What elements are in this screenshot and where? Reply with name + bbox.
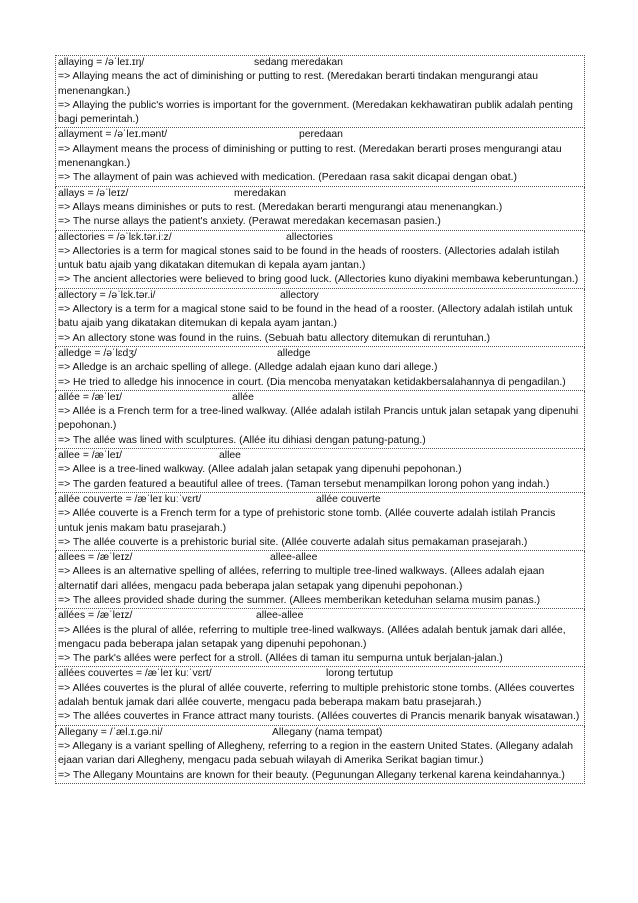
entry-definition: => Allectory is a term for a magical stone said to be found in the head of a rooster. (Allectory adalah istilah untuk batu ajaib yang dikatakan ditemukan di kepala ayam jantan.) bbox=[58, 304, 573, 330]
entry-translation: allectory bbox=[280, 289, 319, 301]
entry-translation: allee bbox=[219, 450, 241, 462]
entry-term: allee = /æˈleɪ/ bbox=[58, 450, 123, 462]
entry-header bbox=[58, 667, 582, 681]
dictionary-page bbox=[55, 55, 585, 784]
entry-example: => Allaying the public's worries is important for the government. (Meredakan kekhawatiran publik adalah penting bagi pemerintah.) bbox=[58, 99, 573, 126]
entry-translation: allee-allee bbox=[270, 552, 318, 564]
entry-term: allays = /əˈleɪz/ bbox=[58, 187, 129, 199]
entry-example: => The ancient allectories were believed to bring good luck. (Allectories kuno diyakini membawa keberuntungan.) bbox=[58, 274, 579, 286]
entry-example: => The allees provided shade during the summer. (Allees memberikan keteduhan selama musim panas.) bbox=[58, 594, 541, 606]
entry-translation: peredaan bbox=[299, 129, 343, 141]
entry-definition: => Allaying means the act of diminishing or putting to rest. (Meredakan berarti tindakan mengurangi atau menenangkan.) bbox=[58, 71, 538, 97]
entry-example: => The allées couvertes in France attract many tourists. (Allées couvertes di Prancis menarik banyak wisatawan.) bbox=[58, 711, 580, 723]
entry-header bbox=[58, 56, 582, 70]
entry-definition: => Allée is a French term for a tree-lined walkway. (Allée adalah istilah Prancis untuk jalan setapak yang dipenuhi pepohonan.) bbox=[58, 406, 579, 432]
entry-term: allees = /æˈleɪz/ bbox=[58, 552, 133, 564]
entry-example: => The garden featured a beautiful allee of trees. (Taman tersebut menampilkan lorong pohon yang indah.) bbox=[58, 478, 550, 490]
entry-header bbox=[58, 231, 582, 245]
entry-example: => The allayment of pain was achieved with medication. (Peredaan rasa sakit dicapai dengan obat.) bbox=[58, 172, 518, 184]
entry-translation: allectories bbox=[286, 231, 333, 243]
entry-definition: => Allee is a tree-lined walkway. (Allee adalah jalan setapak yang dipenuhi pepohonan.) bbox=[58, 464, 462, 476]
entry-header bbox=[58, 726, 582, 740]
dictionary-entry bbox=[55, 391, 585, 449]
dictionary-entry bbox=[55, 347, 585, 391]
entry-header bbox=[58, 551, 582, 565]
dictionary-entry bbox=[55, 231, 585, 289]
entry-translation: allee-allee bbox=[256, 610, 304, 622]
dictionary-entry bbox=[55, 551, 585, 609]
dictionary-entry bbox=[55, 187, 585, 231]
entry-translation: alledge bbox=[277, 347, 311, 359]
entry-term: allées = /æˈleɪz/ bbox=[58, 610, 133, 622]
entry-term: allées couvertes = /æˈleɪ kuːˈvɛrt/ bbox=[58, 668, 212, 680]
entry-term: allectories = /əˈlɛk.tər.iːz/ bbox=[58, 231, 172, 243]
entry-example: => The park's allées were perfect for a stroll. (Allées di taman itu sempurna untuk berjalan-jalan.) bbox=[58, 653, 503, 665]
entry-example: => The allée couverte is a prehistoric burial site. (Allée couverte adalah situs pemakaman prasejarah.) bbox=[58, 536, 528, 548]
entry-header bbox=[58, 289, 582, 303]
entry-example: => He tried to alledge his innocence in court. (Dia mencoba menyatakan ketidakbersalahannya di pengadilan.) bbox=[58, 376, 566, 388]
entry-example: => The Allegany Mountains are known for their beauty. (Pegunungan Allegany terkenal karena keindahannya.) bbox=[58, 769, 565, 781]
entry-header bbox=[58, 449, 582, 463]
entry-definition: => Allées couvertes is the plural of allée couverte, referring to multiple prehistoric stone tombs. (Allées couvertes adalah bentuk jamak dari allée couverte, mengacu pada beberapa makam batu prasejarah.) bbox=[58, 682, 575, 709]
dictionary-entry bbox=[55, 609, 585, 667]
entry-definition: => Allees is an alternative spelling of allées, referring to multiple tree-lined walkways. (Allees adalah ejaan alternatif dari allées, mengacu pada beberapa jalan setapak yang dipenuhi pepohonan.) bbox=[58, 566, 545, 592]
entry-term: Allegany = /ˈæl.ɪ.ɡə.ni/ bbox=[58, 726, 163, 738]
entry-translation: meredakan bbox=[234, 187, 286, 199]
entry-definition: => Allées is the plural of allée, referring to multiple tree-lined walkways. (Allées adalah bentuk jamak dari allée, mengacu pada beberapa jalan setapak yang dipenuhi pepohonan.) bbox=[58, 624, 566, 650]
entry-term: allayment = /əˈleɪ.mənt/ bbox=[58, 129, 168, 141]
entry-header bbox=[58, 187, 582, 201]
entry-translation: sedang meredakan bbox=[254, 57, 343, 68]
entry-example: => The allée was lined with sculptures. (Allée itu dihiasi dengan patung-patung.) bbox=[58, 434, 426, 446]
entry-definition: => Allegany is a variant spelling of Allegheny, referring to a region in the eastern United States. (Allegany adalah ejaan varian dari Allegheny, mengacu pada sebuah wilayah di Amerika Serikat bagian timur.) bbox=[58, 740, 574, 767]
entry-header bbox=[58, 128, 582, 142]
dictionary-entry bbox=[55, 289, 585, 347]
entry-header bbox=[58, 493, 582, 507]
entry-translation: lorong tertutup bbox=[326, 668, 394, 680]
entry-translation: Allegany (nama tempat) bbox=[272, 726, 383, 738]
entry-example: => An allectory stone was found in the ruins. (Sebuah batu allectory ditemukan di reruntuhan.) bbox=[58, 332, 491, 344]
entry-term: allée = /æˈleɪ/ bbox=[58, 391, 123, 403]
entry-translation: allée bbox=[232, 391, 254, 403]
entry-term: allaying = /əˈleɪ.ɪŋ/ bbox=[58, 57, 145, 68]
dictionary-entry bbox=[55, 128, 585, 186]
dictionary-entry bbox=[55, 449, 585, 493]
entry-term: allée couverte = /æˈleɪ kuːˈvɛrt/ bbox=[58, 493, 202, 505]
entry-header bbox=[58, 391, 582, 405]
entry-definition: => Allée couverte is a French term for a type of prehistoric stone tomb. (Allée couverte adalah istilah Prancis untuk jenis makam batu prasejarah.) bbox=[58, 508, 556, 534]
entry-definition: => Allays means diminishes or puts to rest. (Meredakan berarti mengurangi atau menenangkan.) bbox=[58, 201, 503, 213]
dictionary-entry bbox=[55, 493, 585, 551]
entry-term: allectory = /əˈlɛk.tər.i/ bbox=[58, 289, 156, 301]
entry-term: alledge = /əˈlɛdʒ/ bbox=[58, 347, 137, 359]
dictionary-entry bbox=[55, 667, 585, 725]
entry-example: => The nurse allays the patient's anxiety. (Perawat meredakan kecemasan pasien.) bbox=[58, 216, 441, 228]
entry-header bbox=[58, 347, 582, 361]
entry-definition: => Allayment means the process of diminishing or putting to rest. (Meredakan berarti proses mengurangi atau menenangkan.) bbox=[58, 143, 562, 170]
entry-definition: => Allectories is a term for magical stones said to be found in the heads of roosters. (Allectories adalah istilah untuk batu ajaib yang dikatakan ditemukan di kepala ayam jantan.) bbox=[58, 245, 560, 272]
entry-translation: allée couverte bbox=[316, 493, 381, 505]
entry-definition: => Alledge is an archaic spelling of allege. (Alledge adalah ejaan kuno dari allege.) bbox=[58, 362, 438, 374]
entry-header bbox=[58, 609, 582, 623]
dictionary-entry bbox=[55, 55, 585, 128]
dictionary-entry bbox=[55, 726, 585, 784]
